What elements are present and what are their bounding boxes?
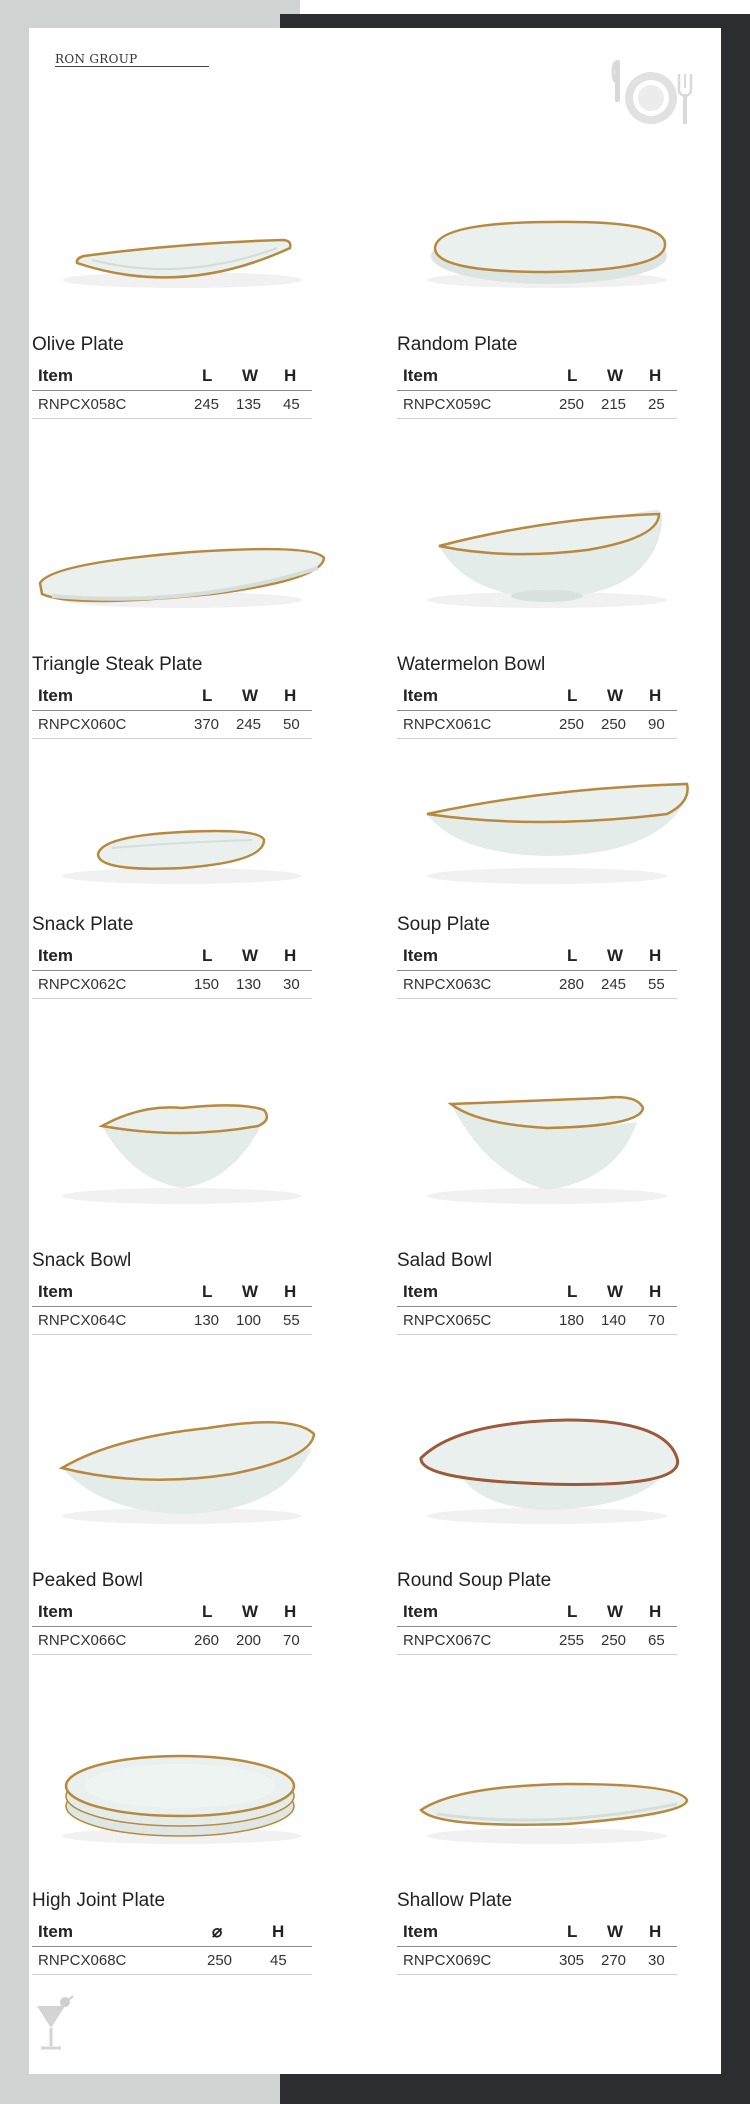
product-name: Peaked Bowl [32, 1570, 143, 1591]
product-name: Shallow Plate [397, 1890, 513, 1911]
header-l: L [567, 1282, 578, 1301]
product-card [397, 1064, 697, 1344]
product-code: RNPCX064C [38, 1312, 127, 1329]
header-l: L [567, 366, 578, 385]
header-w: W [607, 1282, 624, 1301]
product-width: 245 [236, 716, 262, 733]
header-h: H [284, 1282, 297, 1301]
product-length: 150 [194, 976, 220, 993]
product-length: 180 [559, 1312, 585, 1329]
product-code: RNPCX060C [38, 716, 127, 733]
header-item: Item [403, 1922, 438, 1941]
product-height: 55 [648, 976, 665, 993]
product-width: 245 [601, 976, 627, 993]
product-code: RNPCX058C [38, 396, 127, 413]
header-l: L [202, 1282, 213, 1301]
table-row-rule [397, 418, 677, 419]
product-name: Salad Bowl [397, 1250, 493, 1271]
product-height: 90 [648, 716, 665, 733]
table-row-rule [397, 1654, 677, 1655]
product-code: RNPCX063C [403, 976, 492, 993]
product-height: 30 [283, 976, 300, 993]
header-h: H [649, 946, 662, 965]
brand-name: RON GROUP [55, 52, 138, 66]
cocktail-glass-icon [31, 1994, 81, 2056]
header-h: H [284, 946, 297, 965]
header-item: Item [403, 366, 438, 385]
table-header-rule [32, 970, 312, 971]
header-w: W [242, 946, 259, 965]
product-name: Snack Bowl [32, 1250, 132, 1271]
header-item: Item [38, 946, 73, 965]
product-width: 250 [601, 716, 627, 733]
product-length: 260 [194, 1632, 220, 1649]
product-name: High Joint Plate [32, 1890, 166, 1911]
product-length: 370 [194, 716, 220, 733]
product-code: RNPCX066C [38, 1632, 127, 1649]
product-name: Watermelon Bowl [397, 654, 546, 675]
table-header-rule [397, 1306, 677, 1307]
product-length: 250 [559, 396, 585, 413]
brand-underline [55, 66, 209, 67]
table-row-rule [32, 1654, 312, 1655]
table-row-rule [32, 1334, 312, 1335]
table-row-rule [397, 1334, 677, 1335]
product-code: RNPCX059C [403, 396, 492, 413]
header-h: H [649, 1282, 662, 1301]
table-header-rule [397, 970, 677, 971]
product-code: RNPCX061C [403, 716, 492, 733]
product-width: 130 [236, 976, 262, 993]
product-width: 100 [236, 1312, 262, 1329]
header-item: Item [38, 686, 73, 705]
product-height: 45 [270, 1952, 287, 1969]
header-diameter: ⌀ [212, 1922, 223, 1941]
table-header-rule [397, 390, 677, 391]
product-code: RNPCX069C [403, 1952, 492, 1969]
header-l: L [567, 1922, 578, 1941]
catalog-sheet [29, 28, 721, 2074]
product-width: 270 [601, 1952, 627, 1969]
header-item: Item [38, 1602, 73, 1621]
cutlery-plate-icon [599, 44, 703, 124]
header-w: W [242, 686, 259, 705]
header-h: H [649, 686, 662, 705]
header-h: H [649, 1602, 662, 1621]
product-code: RNPCX062C [38, 976, 127, 993]
product-width: 250 [601, 1632, 627, 1649]
product-diameter: 250 [207, 1952, 233, 1969]
table-header-rule [32, 1946, 312, 1947]
header-l: L [202, 1602, 213, 1621]
product-name: Olive Plate [32, 334, 124, 355]
product-length: 255 [559, 1632, 585, 1649]
table-header-rule [32, 390, 312, 391]
product-height: 45 [283, 396, 300, 413]
product-card [397, 1384, 697, 1664]
header-l: L [202, 686, 213, 705]
product-height: 50 [283, 716, 300, 733]
header-w: W [242, 366, 259, 385]
table-row-rule [397, 998, 677, 999]
product-card [32, 744, 332, 1024]
product-length: 130 [194, 1312, 220, 1329]
header-l: L [202, 366, 213, 385]
header-l: L [567, 1602, 578, 1621]
product-name: Round Soup Plate [397, 1570, 552, 1591]
product-height: 55 [283, 1312, 300, 1329]
product-height: 70 [648, 1312, 665, 1329]
product-length: 245 [194, 396, 220, 413]
product-length: 305 [559, 1952, 585, 1969]
table-header-rule [32, 1306, 312, 1307]
product-height: 65 [648, 1632, 665, 1649]
product-width: 200 [236, 1632, 262, 1649]
header-item: Item [403, 686, 438, 705]
product-card [32, 148, 332, 428]
table-row-rule [32, 738, 312, 739]
product-code: RNPCX065C [403, 1312, 492, 1329]
header-item: Item [403, 1602, 438, 1621]
product-width: 135 [236, 396, 262, 413]
product-length: 250 [559, 716, 585, 733]
header-w: W [607, 686, 624, 705]
header-h: H [284, 1602, 297, 1621]
header-item: Item [403, 1282, 438, 1301]
product-card [32, 468, 332, 748]
table-row-rule [397, 738, 677, 739]
table-header-rule [32, 1626, 312, 1627]
product-card [397, 744, 697, 1024]
header-h: H [284, 366, 297, 385]
product-width: 215 [601, 396, 627, 413]
header-item: Item [403, 946, 438, 965]
header-w: W [242, 1282, 259, 1301]
header-l: L [567, 946, 578, 965]
header-h: H [649, 1922, 662, 1941]
product-card [397, 468, 697, 748]
table-row-rule [32, 998, 312, 999]
header-w: W [607, 366, 624, 385]
header-l: L [567, 686, 578, 705]
product-length: 280 [559, 976, 585, 993]
table-row-rule [32, 418, 312, 419]
product-code: RNPCX067C [403, 1632, 492, 1649]
product-card [32, 1704, 332, 1984]
product-code: RNPCX068C [38, 1952, 127, 1969]
product-height: 30 [648, 1952, 665, 1969]
product-card [397, 1704, 697, 1984]
header-w: W [607, 946, 624, 965]
header-item: Item [38, 366, 73, 385]
product-name: Soup Plate [397, 914, 490, 935]
product-card [397, 148, 697, 428]
product-name: Snack Plate [32, 914, 134, 935]
product-height: 25 [648, 396, 665, 413]
header-l: L [202, 946, 213, 965]
header-item: Item [38, 1922, 73, 1941]
product-width: 140 [601, 1312, 627, 1329]
product-name: Triangle Steak Plate [32, 654, 203, 675]
header-item: Item [38, 1282, 73, 1301]
table-header-rule [397, 710, 677, 711]
table-row-rule [397, 1974, 677, 1975]
header-h: H [649, 366, 662, 385]
header-w: W [607, 1602, 624, 1621]
product-name: Random Plate [397, 334, 518, 355]
table-header-rule [397, 1946, 677, 1947]
header-w: W [607, 1922, 624, 1941]
product-card [32, 1384, 332, 1664]
table-header-rule [32, 710, 312, 711]
table-header-rule [397, 1626, 677, 1627]
table-row-rule [32, 1974, 312, 1975]
header-h: H [284, 686, 297, 705]
header-w: W [242, 1602, 259, 1621]
product-height: 70 [283, 1632, 300, 1649]
product-card [32, 1064, 332, 1344]
header-h: H [272, 1922, 285, 1941]
